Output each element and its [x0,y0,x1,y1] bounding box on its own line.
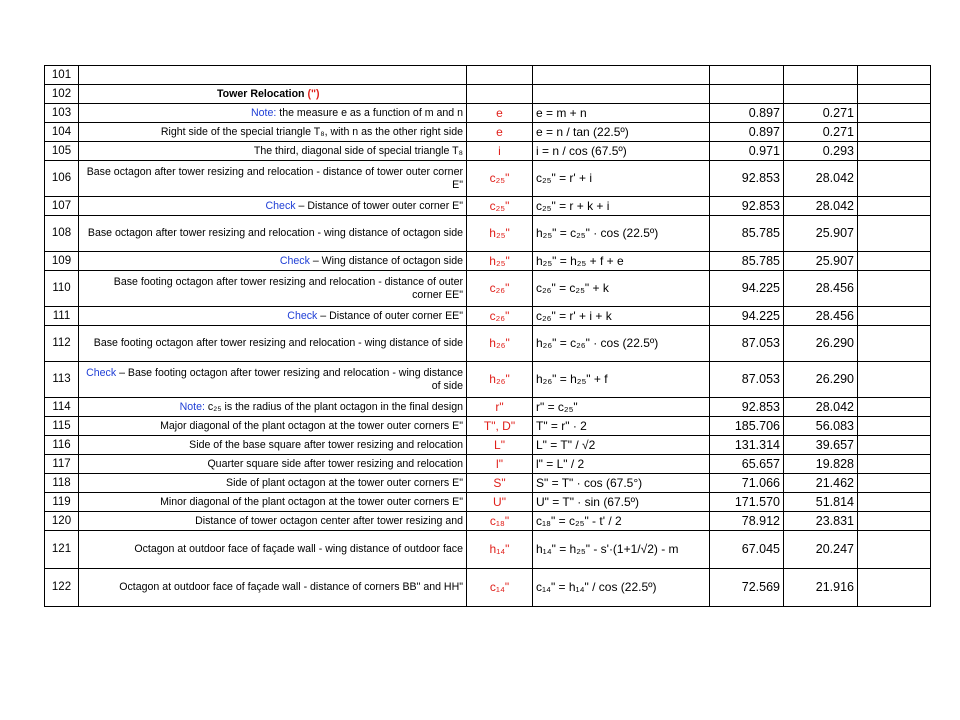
row-number[interactable]: 111 [45,307,79,326]
table-row [45,66,931,85]
symbol-cell[interactable]: c₁₄" [467,569,533,607]
section-title-cell[interactable] [79,85,467,104]
description-cell[interactable]: The third, diagonal side of special triangle T₈ [79,142,467,161]
table-row [45,161,931,197]
row-number[interactable]: 116 [45,436,79,455]
value-1-cell[interactable]: 0.971 [710,142,784,161]
value-1-cell[interactable]: 94.225 [710,271,784,307]
empty-cell[interactable] [858,362,931,398]
symbol-cell[interactable]: e [467,123,533,142]
formula-cell[interactable]: c₂₅" = r + k + i [533,197,710,216]
row-number[interactable]: 109 [45,252,79,271]
value-1-cell[interactable]: 92.853 [710,197,784,216]
table-row [45,252,931,271]
empty-cell[interactable] [858,161,931,197]
note-label: Note: [250,106,277,119]
row-number[interactable]: 113 [45,362,79,398]
value-1-cell[interactable]: 0.897 [710,104,784,123]
formula-cell[interactable]: L" = T" / √2 [533,436,710,455]
value-1-cell[interactable]: 78.912 [710,512,784,531]
empty-cell[interactable] [858,512,931,531]
row-number[interactable]: 104 [45,123,79,142]
description-cell[interactable] [79,362,467,398]
description-cell[interactable] [79,104,467,123]
table-row [45,493,931,512]
value-2-cell[interactable]: 21.916 [784,569,858,607]
empty-cell[interactable] [858,252,931,271]
row-number[interactable]: 108 [45,216,79,252]
value-1-cell[interactable]: 94.225 [710,307,784,326]
section-title-mark: (") [307,87,320,100]
formula-cell[interactable]: h₂₅" = c₂₅" · cos (22.5º) [533,216,710,252]
empty-cell[interactable] [858,436,931,455]
formula-cell[interactable]: h₂₅" = h₂₅ + f + e [533,252,710,271]
symbol-cell[interactable]: h₁₄" [467,531,533,569]
row-number[interactable]: 112 [45,326,79,362]
table-row [45,531,931,569]
value-1-cell[interactable]: 131.314 [710,436,784,455]
value-2-cell[interactable]: 0.271 [784,123,858,142]
row-number[interactable]: 120 [45,512,79,531]
formula-cell[interactable] [533,85,710,104]
formula-cell[interactable]: h₂₆" = h₂₅" + f [533,362,710,398]
symbol-cell[interactable]: h₂₅" [467,216,533,252]
table-row [45,271,931,307]
description-cell[interactable]: Base footing octagon after tower resizing and relocation - distance of outer corner EE" [79,271,467,307]
description-cell[interactable]: Minor diagonal of the plant octagon at the tower outer corners E" [79,493,467,512]
value-2-cell[interactable]: 28.042 [784,197,858,216]
row-number[interactable]: 117 [45,455,79,474]
value-2-cell[interactable]: 20.247 [784,531,858,569]
formula-cell[interactable]: c₂₅" = r' + i [533,161,710,197]
description-cell[interactable]: Octagon at outdoor face of façade wall - distance of corners BB" and HH" [79,569,467,607]
description-text: the measure e as a function of m and n [276,106,463,119]
symbol-cell[interactable]: r" [467,398,533,417]
formula-cell[interactable]: U" = T" · sin (67.5º) [533,493,710,512]
symbol-cell[interactable] [467,85,533,104]
value-2-cell[interactable]: 21.462 [784,474,858,493]
empty-cell[interactable] [858,474,931,493]
empty-cell[interactable] [858,85,931,104]
description-text: – Base footing octagon after tower resizing and relocation - wing distance of side [116,366,463,392]
description-cell[interactable]: Distance of tower octagon center after tower resizing and [79,512,467,531]
note-label: Note: [179,400,205,413]
description-cell[interactable]: Quarter square side after tower resizing and relocation [79,455,467,474]
value-2-cell[interactable]: 56.083 [784,417,858,436]
table-row [45,123,931,142]
symbol-cell[interactable]: c₂₆" [467,307,533,326]
description-cell[interactable] [79,307,467,326]
description-cell[interactable]: Major diagonal of the plant octagon at the tower outer corners E" [79,417,467,436]
row-number[interactable]: 102 [45,85,79,104]
value-1-cell[interactable]: 71.066 [710,474,784,493]
table-row [45,455,931,474]
symbol-cell[interactable]: c₂₅" [467,161,533,197]
symbol-cell[interactable]: i [467,142,533,161]
empty-cell[interactable] [858,271,931,307]
description-cell[interactable] [79,398,467,417]
description-text: – Distance of outer corner EE" [317,309,463,322]
description-cell[interactable]: Base octagon after tower resizing and relocation - wing distance of octagon side [79,216,467,252]
row-number[interactable]: 119 [45,493,79,512]
empty-cell[interactable] [858,104,931,123]
row-number[interactable]: 103 [45,104,79,123]
symbol-cell[interactable]: c₂₅" [467,197,533,216]
value-1-cell[interactable] [710,66,784,85]
value-1-cell[interactable]: 171.570 [710,493,784,512]
formula-cell[interactable]: e = m + n [533,104,710,123]
description-cell[interactable] [79,252,467,271]
value-2-cell[interactable]: 28.042 [784,161,858,197]
description-text: – Wing distance of octagon side [309,254,463,267]
table-row [45,569,931,607]
table-row [45,362,931,398]
table-row [45,142,931,161]
symbol-cell[interactable]: U" [467,493,533,512]
value-2-cell[interactable]: 26.290 [784,362,858,398]
formula-cell[interactable]: h₁₄" = h₂₅" - s'·(1+1/√2) - m [533,531,710,569]
description-text: – Distance of tower outer corner E" [295,199,463,212]
value-2-cell[interactable]: 19.828 [784,455,858,474]
row-number[interactable]: 122 [45,569,79,607]
empty-cell[interactable] [858,142,931,161]
description-cell[interactable]: Octagon at outdoor face of façade wall - wing distance of outdoor face [79,531,467,569]
table-row [45,216,931,252]
value-2-cell[interactable]: 0.271 [784,104,858,123]
table-row [45,326,931,362]
table-row [45,417,931,436]
formula-cell[interactable]: c₂₆" = c₂₅" + k [533,271,710,307]
table-row [45,398,931,417]
empty-cell[interactable] [858,569,931,607]
description-text: c₂₅ is the radius of the plant octagon in the final design [204,400,463,413]
value-2-cell[interactable]: 51.814 [784,493,858,512]
symbol-cell[interactable]: c₁₈" [467,512,533,531]
formula-cell[interactable]: r" = c₂₅" [533,398,710,417]
formula-cell[interactable] [533,66,710,85]
empty-cell[interactable] [858,531,931,569]
value-1-cell[interactable]: 87.053 [710,326,784,362]
value-2-cell[interactable]: 39.657 [784,436,858,455]
empty-cell[interactable] [858,66,931,85]
symbol-cell[interactable]: l" [467,455,533,474]
table-row [45,474,931,493]
value-1-cell[interactable]: 85.785 [710,216,784,252]
check-label: Check [279,254,310,267]
symbol-cell[interactable]: h₂₆" [467,326,533,362]
empty-cell[interactable] [858,455,931,474]
row-number[interactable]: 115 [45,417,79,436]
row-number[interactable]: 101 [45,66,79,85]
value-2-cell[interactable]: 25.907 [784,216,858,252]
formula-cell[interactable]: h₂₆" = c₂₆" · cos (22.5º) [533,326,710,362]
empty-cell[interactable] [858,326,931,362]
formula-cell[interactable]: T" = r" · 2 [533,417,710,436]
value-2-cell[interactable]: 0.293 [784,142,858,161]
value-1-cell[interactable]: 92.853 [710,398,784,417]
formula-cell[interactable]: S" = T" · cos (67.5°) [533,474,710,493]
table-row [45,85,931,104]
row-number[interactable]: 106 [45,161,79,197]
empty-cell[interactable] [858,398,931,417]
value-1-cell[interactable]: 0.897 [710,123,784,142]
symbol-cell[interactable]: c₂₆" [467,271,533,307]
formula-cell[interactable]: c₁₄" = h₁₄" / cos (22.5º) [533,569,710,607]
value-2-cell[interactable]: 25.907 [784,252,858,271]
value-1-cell[interactable]: 65.657 [710,455,784,474]
section-title: Tower Relocation (") [217,87,320,100]
table-row [45,307,931,326]
description-cell[interactable]: Base octagon after tower resizing and relocation - distance of tower outer corner E" [79,161,467,197]
value-2-cell[interactable]: 28.456 [784,271,858,307]
formula-cell[interactable]: e = n / tan (22.5º) [533,123,710,142]
value-2-cell[interactable]: 28.042 [784,398,858,417]
value-1-cell[interactable]: 85.785 [710,252,784,271]
empty-cell[interactable] [858,197,931,216]
symbol-cell[interactable]: L" [467,436,533,455]
value-1-cell[interactable]: 185.706 [710,417,784,436]
value-1-cell[interactable]: 72.569 [710,569,784,607]
description-cell[interactable] [79,197,467,216]
value-1-cell[interactable]: 92.853 [710,161,784,197]
check-label: Check [265,199,296,212]
row-number[interactable]: 114 [45,398,79,417]
value-2-cell[interactable] [784,66,858,85]
symbol-cell[interactable]: h₂₅" [467,252,533,271]
value-1-cell[interactable] [710,85,784,104]
formula-cell[interactable]: c₂₆" = r' + i + k [533,307,710,326]
table-row [45,104,931,123]
empty-cell[interactable] [858,307,931,326]
row-number[interactable]: 107 [45,197,79,216]
description-cell[interactable]: Side of plant octagon at the tower outer corners E" [79,474,467,493]
description-cell[interactable]: Side of the base square after tower resizing and relocation [79,436,467,455]
description-cell[interactable]: Right side of the special triangle T₈, with n as the other right side [79,123,467,142]
value-2-cell[interactable] [784,85,858,104]
symbol-cell[interactable]: h₂₆" [467,362,533,398]
empty-cell[interactable] [858,493,931,512]
row-number[interactable]: 110 [45,271,79,307]
description-cell[interactable] [79,66,467,85]
value-2-cell[interactable]: 26.290 [784,326,858,362]
symbol-cell[interactable]: e [467,104,533,123]
empty-cell[interactable] [858,417,931,436]
value-1-cell[interactable]: 67.045 [710,531,784,569]
symbol-cell[interactable]: S" [467,474,533,493]
symbol-cell[interactable] [467,66,533,85]
symbol-cell[interactable]: T", D" [467,417,533,436]
value-1-cell[interactable]: 87.053 [710,362,784,398]
check-label: Check [86,366,117,379]
value-2-cell[interactable]: 23.831 [784,512,858,531]
empty-cell[interactable] [858,216,931,252]
formula-cell[interactable]: l" = L" / 2 [533,455,710,474]
row-number[interactable]: 118 [45,474,79,493]
row-number[interactable]: 105 [45,142,79,161]
check-label: Check [287,309,318,322]
formula-cell[interactable]: i = n / cos (67.5º) [533,142,710,161]
empty-cell[interactable] [858,123,931,142]
row-number[interactable]: 121 [45,531,79,569]
value-2-cell[interactable]: 28.456 [784,307,858,326]
formula-cell[interactable]: c₁₈" = c₂₅" - t' / 2 [533,512,710,531]
spreadsheet-table [44,65,931,607]
description-cell[interactable]: Base footing octagon after tower resizing and relocation - wing distance of side [79,326,467,362]
table-row [45,512,931,531]
table-row [45,197,931,216]
table-row [45,436,931,455]
